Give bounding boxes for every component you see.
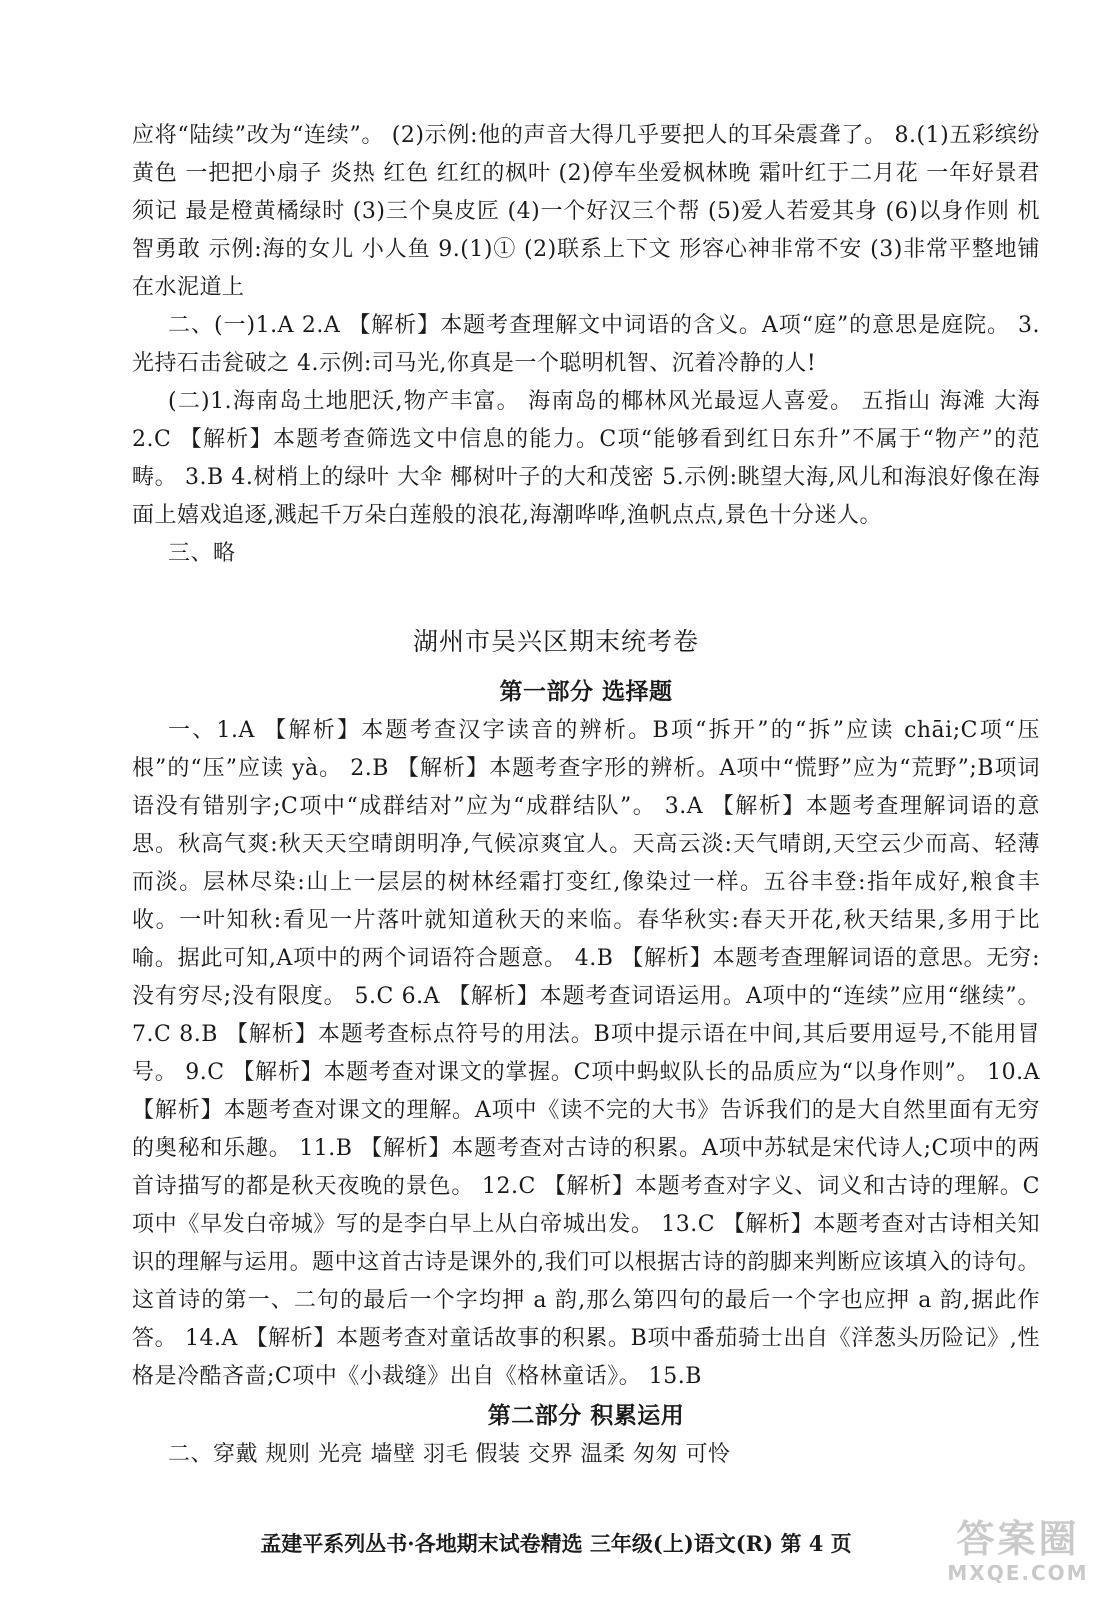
answer-paragraph-3: (二)1.海南岛土地肥沃,物产丰富。 海南岛的椰林风光最逗人喜爱。 五指山 海滩 大海 2.C 【解析】本题考查筛选文中信息的能力。C项“能够看到红日东升”不属于“物产”的范畴。 3.B 4.树梢上的绿叶 大伞 椰树叶子的大和茂密 5.示例:眺望大海,风儿和海浪好像在海面上嬉戏追逐,溅起千万朵白莲般的浪花,海潮哗哗,渔帆点点,景色十分迷人。 — [132, 389, 1040, 528]
answer-paragraph-4: 三、略 — [168, 541, 236, 566]
exam-title: 湖州市吴兴区期末统考卷 — [412, 627, 699, 656]
exam-answers — [132, 672, 1040, 1474]
watermark-logo: 答案圈 — [956, 1517, 1080, 1561]
part2-heading: 第二部分 积累运用 — [487, 1402, 685, 1429]
site-watermark — [934, 1508, 1102, 1594]
part2-answers: 二、穿戴 规则 光亮 墙壁 羽毛 假装 交界 温柔 匆匆 可怜 — [168, 1442, 731, 1467]
page-footer: 孟建平系列丛书·各地期末试卷精选 三年级(上)语文(R) 第 4 页 — [260, 1531, 852, 1556]
answer-paragraph-2: 二、(一)1.A 2.A 【解析】本题考查理解文中词语的含义。A项“庭”的意思是庭院。 3.光持石击瓮破之 4.示例:司马光,你真是一个聪明机智、沉着冷静的人! — [132, 313, 1040, 376]
watermark-url: MXQE.COM — [947, 1561, 1089, 1585]
answer-section-previous — [132, 117, 1040, 573]
part1-answers: 一、1.A 【解析】本题考查汉字读音的辨析。B项“拆开”的“拆”应读 chāi;C项“压根”的“压”应读 yà。 2.B 【解析】本题考查字形的辨析。A项中“慌野”应为“荒野”;B项词语没有错别字;C项中“成群结对”应为“成群结队”。 3.A 【解析】本题考查理解词语的意思。秋高气爽:秋天天空晴朗明净,气候凉爽宜人。天高云淡:天气晴朗,天空云少而高、轻薄而淡。层林尽染:山上一层层的树林经霜打变红,像染过一样。五谷丰登:指年成好,粮食丰收。一叶知秋:看见一片落叶就知道秋天的来临。春华秋实:春天开花,秋天结果,多用于比喻。据此可知,A项中的两个词语符合题意。 4.B 【解析】本题考查理解词语的意思。无穷:没有穷尽;没有限度。 5.C 6.A 【解析】本题考查词语运用。A项中的“连续”应用“继续”。 7.C 8.B 【解析】本题考查标点符号的用法。B项中提示语在中间,其后要用逗号,不能用冒号。 9.C 【解析】本题考查对课文的掌握。C项中蚂蚁队长的品质应为“以身作则”。 10.A 【解析】本题考查对课文的理解。A项中《读不完的大书》告诉我们的是大自然里面有无穷的奥秘和乐趣。 11.B 【解析】本题考查对古诗的积累。A项中苏轼是宋代诗人;C项中的两首诗描写的都是秋天夜晚的景色。 12.C 【解析】本题考查对字义、词义和古诗的理解。C项中《早发白帝城》写的是李白早上从白帝城出发。 13.C 【解析】本题考查对古诗相关知识的理解与运用。题中这首古诗是课外的,我们可以根据古诗的韵脚来判断应该填入的诗句。这首诗的第一、二句的最后一个字均押 a 韵,那么第四句的最后一个字也应押 a 韵,据此作答。 14.A 【解析】本题考查对童话故事的积累。B项中番茄骑士出自《洋葱头历险记》,性格是冷酷吝啬;C项中《小裁缝》出自《格林童话》。 15.B — [132, 718, 1041, 1389]
answer-paragraph-1: 应将“陆续”改为“连续”。 (2)示例:他的声音大得几乎要把人的耳朵震聋了。 8.(1)五彩缤纷 黄色 一把把小扇子 炎热 红色 红红的枫叶 (2)停车坐爱枫林晚 霜叶红于二月花 一年好景君须记 最是橙黄橘绿时 (3)三个臭皮匠 (4)一个好汉三个帮 (5)爱人若爱其身 (6)以身作则 机智勇敢 示例:海的女儿 小人鱼 9.(1)① (2)联系上下文 形容心神非常不安 (3)非常平整地铺在水泥道上 — [132, 123, 1040, 300]
part1-heading: 第一部分 选择题 — [499, 678, 673, 705]
